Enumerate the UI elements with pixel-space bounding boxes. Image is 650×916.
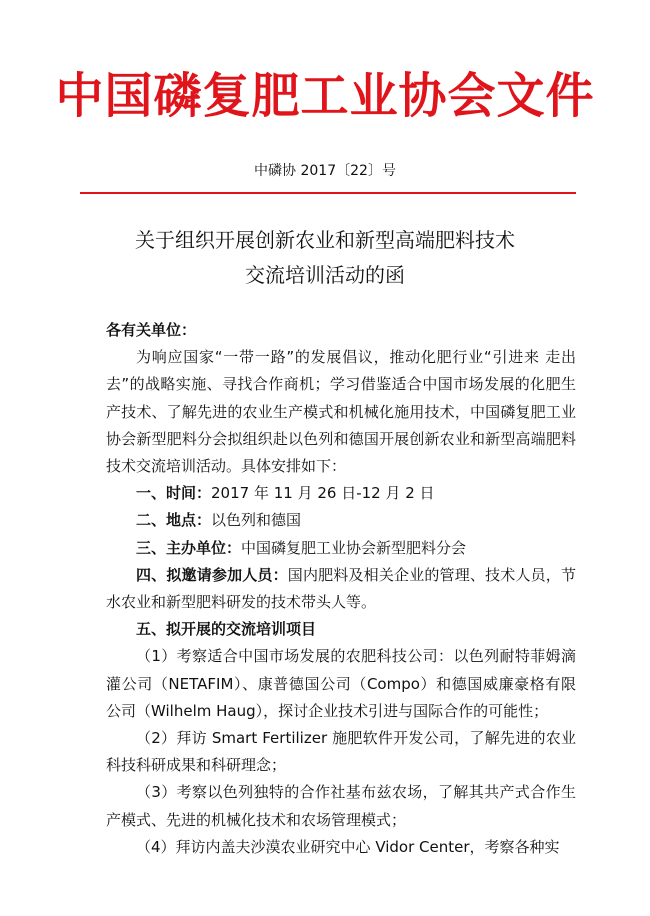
subject-line-1: 关于组织开展创新农业和新型高端肥料技术: [135, 228, 515, 252]
item-label: 一、时间：: [136, 484, 212, 503]
project-item: （1）考察适合中国市场发展的农肥科技公司：以色列耐特菲姆滴灌公司（NETAFIM）、康普德国公司（Compo）和德国威廉豪格有限公司（Wilhelm Haug），探讨企业技术引进与国际合作的可能性；: [106, 647, 576, 720]
document-number: 中磷协 2017〔22〕号: [254, 163, 396, 179]
project-item: （2）拜访 Smart Fertilizer 施肥软件开发公司，了解先进的农业科技科研成果和科研理念；: [106, 729, 576, 775]
item-time: [106, 480, 576, 507]
item-text: 中国磷复肥工业协会新型肥料分会: [241, 538, 467, 557]
document-header-title: 中国磷复肥工业协会文件: [55, 68, 595, 124]
item-text: 以色列和德国: [211, 511, 302, 530]
salutation: 各有关单位：: [106, 321, 197, 339]
item-label: 二、地点：: [136, 511, 212, 530]
project-item: （4）拜访内盖夫沙漠农业研究中心 Vidor Center，考察各种实: [136, 837, 560, 856]
item-label: 四、拟邀请参加人员：: [136, 565, 288, 584]
subject-line-2: 交流培训活动的函: [245, 263, 405, 287]
intro-paragraph: 为响应国家“一带一路”的发展倡议，推动化肥行业“引进来 走出去”的战略实施、寻找合作商机；学习借鉴适合中国市场发展的化肥生产技术、了解先进的农业生产模式和机械化施用技术，中国磷复肥工业协会新型肥料分会拟组织赴以色列和德国开展创新农业和新型高端肥料技术交流培训活动。具体安排如下：: [106, 348, 576, 476]
item-organizer: [106, 535, 576, 562]
document-body: [106, 317, 576, 861]
section-5-heading: 五、拟开展的交流培训项目: [136, 620, 317, 639]
item-text: 2017 年 11 月 26 日-12 月 2 日: [211, 484, 435, 503]
item-text: 国内肥料及相关企业的管理、技术人员，节水农业和新型肥料研发的技术带头人等。: [106, 565, 576, 612]
project-item: （3）考察以色列独特的合作社基布兹农场，了解其共产式合作生产模式、先进的机械化技术和农场管理模式；: [106, 783, 576, 829]
item-location: [106, 507, 576, 534]
item-participants: [106, 562, 576, 616]
item-label: 三、主办单位：: [136, 538, 242, 557]
header-divider: [80, 192, 576, 194]
